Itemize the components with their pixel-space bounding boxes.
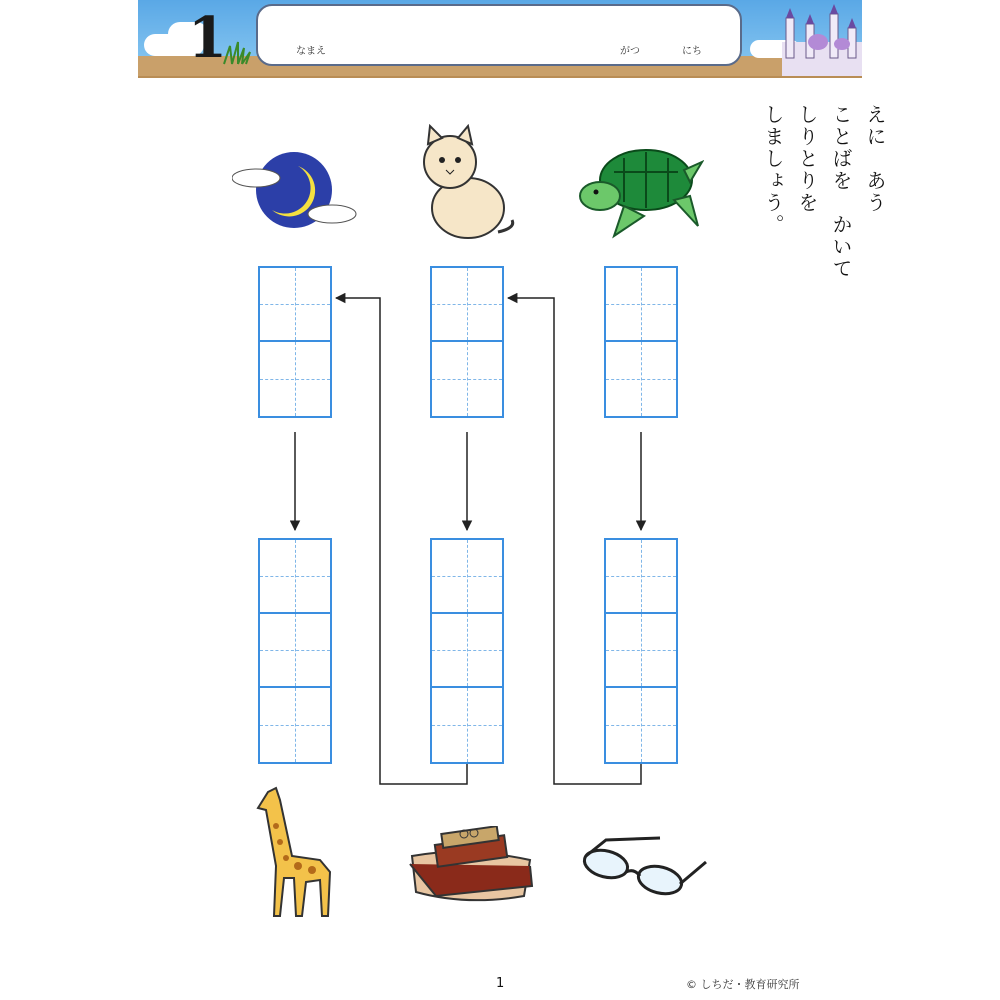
connector-arrow (336, 298, 467, 784)
page-number: 1 (496, 976, 505, 991)
month-label: がつ (620, 46, 640, 57)
name-label: なまえ (296, 46, 326, 57)
glasses-icon (578, 836, 710, 900)
books-icon (406, 826, 536, 906)
day-label: にち (682, 46, 702, 57)
copyright-text: © しちだ・教育研究所 (686, 978, 800, 991)
giraffe-icon (250, 786, 342, 920)
connector-arrow (508, 298, 641, 784)
worksheet-page (138, 0, 887, 1000)
instruction-text: えに あう ことばを かいて しりとりを しましょう。 (761, 104, 887, 280)
lesson-number: 1 (188, 5, 227, 71)
